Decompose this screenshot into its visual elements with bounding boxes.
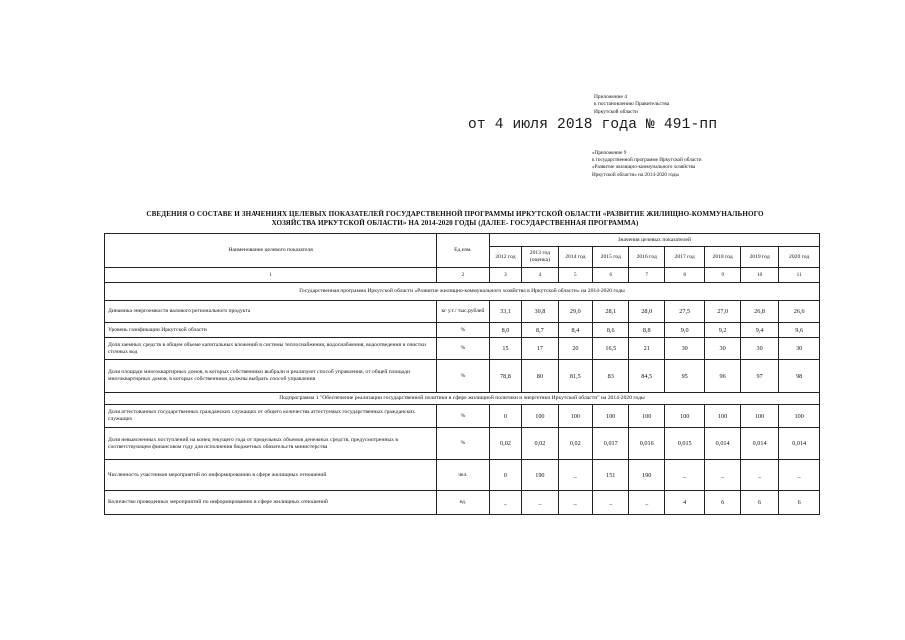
value-cell: 0 <box>489 405 521 428</box>
indicator-name: Количество проведенных мероприятий по информированию в сфере жилищных отношений <box>105 491 437 515</box>
value-cell: 98 <box>779 360 820 393</box>
appendix-line: к постановлению Правительства <box>594 101 670 108</box>
appendix-line: Приложение 4 <box>594 94 627 100</box>
column-number: 5 <box>558 268 592 283</box>
header-year: 2016 год <box>629 247 664 268</box>
value-cell: 6 <box>740 491 778 515</box>
value-cell: 0,016 <box>629 428 664 460</box>
program-appendix-line: «Приложение 9 <box>592 150 627 156</box>
header-year: 2020 год <box>779 247 820 268</box>
section-row-program <box>105 283 820 301</box>
value-cell: 100 <box>558 405 592 428</box>
column-number: 10 <box>740 268 778 283</box>
table-row <box>105 323 820 338</box>
value-cell: 0,014 <box>779 428 820 460</box>
value-cell: 9,0 <box>664 323 705 338</box>
column-number: 1 <box>105 268 437 283</box>
header-year: 2018 год <box>705 247 740 268</box>
header-indicator-name: Наименование целевого показателя <box>105 234 437 268</box>
indicator-name: Доля невыясненных поступлений на конец текущего года от предельных объемов денежных средств, предусмотренных в соответствующем финансовом году для исполнения бюджетных обязательств министерства <box>105 428 437 460</box>
table-row <box>105 405 820 428</box>
value-cell: 0,015 <box>664 428 705 460</box>
value-cell: 30 <box>740 338 778 360</box>
value-cell: 8,0 <box>489 323 521 338</box>
value-cell: 84,5 <box>629 360 664 393</box>
value-cell: 4 <box>664 491 705 515</box>
value-cell: 151 <box>593 460 629 491</box>
header-year: 2012 год <box>489 247 521 268</box>
value-cell: 9,4 <box>740 323 778 338</box>
value-cell: _ <box>705 460 740 491</box>
appendix-reference <box>594 94 794 116</box>
indicator-unit: % <box>437 405 490 428</box>
value-cell: 8,7 <box>522 323 558 338</box>
value-cell: 6 <box>705 491 740 515</box>
value-cell: 21 <box>629 338 664 360</box>
value-cell: _ <box>593 491 629 515</box>
value-cell: 20 <box>558 338 592 360</box>
value-cell: 26,6 <box>779 301 820 323</box>
value-cell: 8,4 <box>558 323 592 338</box>
indicator-name: Доля аттестованных государственных гражданских служащих от общего количества аттестуемых государственных гражданских служащих <box>105 405 437 428</box>
indicator-unit: кг у.т./ тыс.рублей <box>437 301 490 323</box>
table-row <box>105 301 820 323</box>
indicator-unit: % <box>437 323 490 338</box>
value-cell: 30,8 <box>522 301 558 323</box>
value-cell: 78,8 <box>489 360 521 393</box>
header-year: 2014 год <box>558 247 592 268</box>
value-cell: 0,014 <box>705 428 740 460</box>
value-cell: 30 <box>705 338 740 360</box>
indicator-unit: ед. <box>437 491 490 515</box>
section-title: Подпрограмма 1 "Обеспечение реализации государственной политики в сфере жилищной политики и энергетики Иркутской области" на 2014-2020 годы <box>105 393 820 405</box>
indicator-unit: % <box>437 338 490 360</box>
table-row <box>105 428 820 460</box>
value-cell: 27,5 <box>664 301 705 323</box>
header-year: 2013 год (оценка) <box>522 247 558 268</box>
table-row <box>105 338 820 360</box>
value-cell: _ <box>629 491 664 515</box>
program-appendix-line: к государственной программе Иркутской области <box>592 157 702 164</box>
value-cell: _ <box>740 460 778 491</box>
header-year: 2019 год <box>740 247 778 268</box>
value-cell: 8,6 <box>593 323 629 338</box>
header-unit: Ед.изм. <box>437 234 490 268</box>
value-cell: 0,02 <box>558 428 592 460</box>
value-cell: _ <box>558 460 592 491</box>
indicator-unit: % <box>437 428 490 460</box>
value-cell: 0 <box>489 460 521 491</box>
value-cell: 81,5 <box>558 360 592 393</box>
column-number: 6 <box>593 268 629 283</box>
value-cell: 33,1 <box>489 301 521 323</box>
indicator-name: Доля площади многоквартирных домов, в которых собственники выбрали и реализуют способ управления, от общей площади многоквартирных домов, в которых собственники должны выбрать способ управления <box>105 360 437 393</box>
value-cell: 0,02 <box>522 428 558 460</box>
column-number: 4 <box>522 268 558 283</box>
value-cell: _ <box>779 460 820 491</box>
value-cell: 95 <box>664 360 705 393</box>
value-cell: _ <box>664 460 705 491</box>
value-cell: 100 <box>740 405 778 428</box>
value-cell: 97 <box>740 360 778 393</box>
value-cell: 26,8 <box>740 301 778 323</box>
column-number: 8 <box>664 268 705 283</box>
indicator-unit: чел. <box>437 460 490 491</box>
indicator-name: Доля заемных средств в общем объеме капитальных вложений в системы теплоснабжения, водоснабжения, водоотведения и очистки сточных вод <box>105 338 437 360</box>
column-number: 2 <box>437 268 490 283</box>
value-cell: 100 <box>705 405 740 428</box>
value-cell: 0,017 <box>593 428 629 460</box>
value-cell: 17 <box>522 338 558 360</box>
document-title <box>110 210 800 227</box>
header-values-group: Значения целевых показателей <box>489 234 819 247</box>
value-cell: 80 <box>522 360 558 393</box>
indicator-unit: % <box>437 360 490 393</box>
column-numbers-row <box>105 268 820 283</box>
value-cell: 9,6 <box>779 323 820 338</box>
section-row-subprogram-1 <box>105 393 820 405</box>
column-number: 3 <box>489 268 521 283</box>
program-appendix-line: «Развитие жилищно-коммунального хозяйства <box>592 164 696 171</box>
title-line-1: СВЕДЕНИЯ О СОСТАВЕ И ЗНАЧЕНИЯХ ЦЕЛЕВЫХ ПОКАЗАТЕЛЕЙ ГОСУДАРСТВЕННОЙ ПРОГРАММЫ ИРКУТСКОЙ ОБЛАСТИ «РАЗВИТИЕ ЖИЛИЩНО-КОММУНАЛЬНОГО <box>146 210 764 218</box>
column-number: 9 <box>705 268 740 283</box>
value-cell: 27,0 <box>705 301 740 323</box>
value-cell: 100 <box>664 405 705 428</box>
value-cell: 16,5 <box>593 338 629 360</box>
value-cell: 100 <box>593 405 629 428</box>
table-row <box>105 460 820 491</box>
value-cell: 30 <box>779 338 820 360</box>
value-cell: 9,2 <box>705 323 740 338</box>
title-line-2: ХОЗЯЙСТВА ИРКУТСКОЙ ОБЛАСТИ» НА 2014-2020 ГОДЫ (ДАЛЕЕ- ГОСУДАРСТВЕННАЯ ПРОГРАММА) <box>271 218 639 227</box>
section-title: Государственная программа Иркутской области «Развитие жилищно-коммунального хозяйства в Иркутской области» на 2014-2020 годы <box>105 283 820 301</box>
value-cell: 28,1 <box>593 301 629 323</box>
value-cell: 30 <box>664 338 705 360</box>
indicator-name: Уровень газификации Иркутской области <box>105 323 437 338</box>
value-cell: _ <box>558 491 592 515</box>
value-cell: 96 <box>705 360 740 393</box>
indicator-name: Динамика энергоемкости валового регионального продукта <box>105 301 437 323</box>
indicators-table <box>104 233 820 515</box>
value-cell: _ <box>522 491 558 515</box>
indicator-name: Численность участников мероприятий по информированию в сфере жилищных отношений <box>105 460 437 491</box>
table-row <box>105 491 820 515</box>
value-cell: 8,8 <box>629 323 664 338</box>
value-cell: 28,0 <box>629 301 664 323</box>
value-cell: 29,0 <box>558 301 592 323</box>
value-cell: _ <box>489 491 521 515</box>
value-cell: 83 <box>593 360 629 393</box>
program-appendix-reference <box>592 150 822 179</box>
value-cell: 100 <box>522 405 558 428</box>
program-appendix-line: Иркутской области» на 2014-2020 годы <box>592 171 679 178</box>
table-row <box>105 360 820 393</box>
date-stamp: от 4 июля 2018 года № 491-пп <box>468 117 718 133</box>
header-year: 2017 год <box>664 247 705 268</box>
column-number: 11 <box>779 268 820 283</box>
value-cell: 190 <box>629 460 664 491</box>
value-cell: 0,02 <box>489 428 521 460</box>
value-cell: 100 <box>779 405 820 428</box>
value-cell: 0,014 <box>740 428 778 460</box>
header-year: 2015 год <box>593 247 629 268</box>
appendix-line: Иркутской области <box>594 108 638 115</box>
value-cell: 15 <box>489 338 521 360</box>
value-cell: 6 <box>779 491 820 515</box>
value-cell: 190 <box>522 460 558 491</box>
column-number: 7 <box>629 268 664 283</box>
value-cell: 100 <box>629 405 664 428</box>
